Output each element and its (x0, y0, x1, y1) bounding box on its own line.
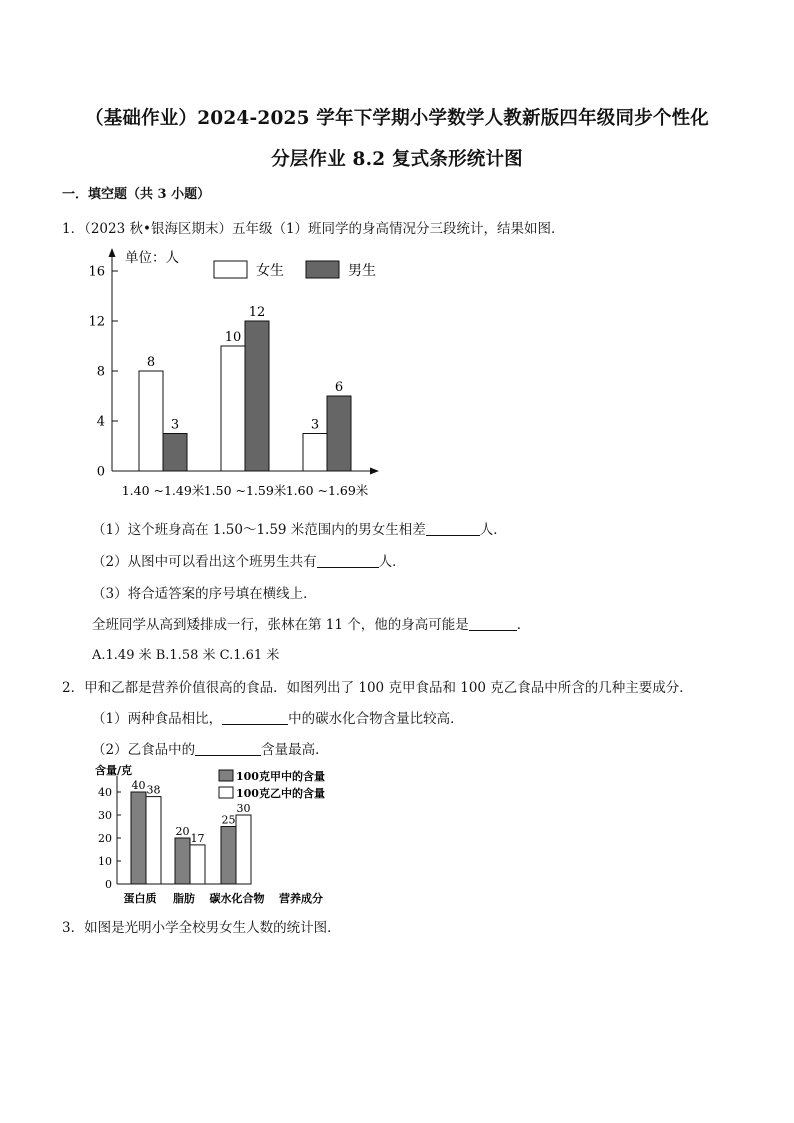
y-tick-label: 30 (98, 809, 112, 822)
legend-label: 女生 (256, 263, 284, 279)
q1-options: A.1.49 米 B.1.58 米 C.1.61 米 (92, 648, 280, 663)
bar-value-label: 10 (224, 330, 242, 345)
q1-sub3-stem-a: 全班同学从高到矮排成一行，张林在第 11 个，他的身高可能是 (92, 617, 469, 633)
bar-value-label: 40 (131, 779, 146, 792)
bar (146, 797, 161, 884)
bar-value-label: 6 (334, 380, 344, 395)
legend-swatch (219, 787, 233, 798)
legend-swatch (219, 770, 233, 781)
bar-value-label: 25 (221, 813, 236, 827)
x-category-label: 1.50 ~1.59米 (203, 483, 287, 498)
q2-sub2-text-a: （2）乙食品中的 (92, 742, 196, 758)
q1-sub3-stem-b: ． (516, 617, 531, 633)
bar-value-label: 30 (236, 802, 251, 815)
q1-sub1-text-a: （1）这个班身高在 1.50～1.59 米范围内的男女生相差 (92, 522, 426, 538)
y-tick-label: 0 (105, 878, 112, 891)
y-tick-label: 20 (98, 832, 112, 845)
bar-value-label: 3 (310, 417, 320, 433)
q1-sub2-text-a: （2）从图中可以看出这个班男生共有 (92, 554, 317, 570)
q2-stem: 2．甲和乙都是营养价值很高的食品．如图列出了 100 克甲食品和 100 克乙食品中所含的几种主要成分． (62, 680, 693, 696)
legend-label: 100克乙中的含量 (236, 787, 325, 800)
legend-label: 100克甲中的含量 (236, 770, 325, 783)
bar-value-label: 8 (146, 355, 156, 370)
q1-sub2-answer-blank[interactable] (317, 553, 379, 568)
doc-title-line1: （基础作业）2024-2025 学年下学期小学数学人教新版四年级同步个性化 (85, 108, 709, 129)
x-category-label: 蛋白质 (123, 892, 157, 905)
q2-sub1-answer-blank[interactable] (222, 710, 288, 725)
unit-label: 单位：人 (125, 250, 179, 266)
bar (163, 434, 187, 472)
doc-title-line2: 分层作业 8.2 复式条形统计图 (271, 149, 523, 170)
y-tick-label: 40 (98, 786, 112, 799)
bar-value-label: 20 (175, 825, 190, 838)
legend-swatch (306, 261, 339, 278)
x-category-label: 碳水化合物 (209, 892, 265, 905)
bar (236, 815, 251, 884)
y-tick-label: 0 (96, 464, 105, 480)
q1-sub3: （3）将合适答案的序号填在横线上． (92, 586, 317, 602)
y-tick-label: 12 (88, 314, 105, 330)
q1-sub1-answer-blank[interactable] (426, 521, 480, 536)
bar (303, 434, 327, 472)
x-category-label: 1.40 ~1.49米 (121, 483, 205, 498)
legend-swatch (214, 261, 247, 278)
x-category-label: 脂肪 (173, 892, 195, 905)
q2-sub1-text-b: 中的碳水化合物含量比较高． (288, 711, 464, 727)
bar-value-label: 17 (190, 831, 205, 845)
q1-sub1-text-b: 人． (479, 522, 507, 538)
x-category-label: 1.60 ~1.69米 (285, 483, 369, 498)
bar-value-label: 3 (170, 417, 180, 433)
y-tick-label: 16 (88, 264, 105, 280)
bar (175, 838, 190, 884)
height-bar-chart (80, 245, 400, 505)
y-tick-label: 8 (96, 364, 105, 380)
x-axis-label: 营养成分 (279, 892, 323, 905)
legend-label: 男生 (348, 263, 376, 279)
q2-sub2-answer-blank[interactable] (195, 741, 261, 756)
bar-value-label: 12 (248, 305, 266, 320)
bar-value-label: 38 (146, 783, 161, 797)
y-tick-label: 10 (98, 855, 112, 868)
bar (131, 792, 146, 884)
q3-stem: 3．如图是光明小学全校男女生人数的统计图． (62, 920, 341, 936)
q2-sub1-text-a: （1）两种食品相比， (92, 711, 223, 727)
nutrition-bar-chart (85, 760, 345, 910)
section-heading: 一．填空题（共 3 小题） (62, 187, 211, 202)
y-tick-label: 4 (96, 414, 105, 430)
q1-sub3-answer-blank[interactable] (469, 616, 517, 631)
bar (327, 396, 351, 471)
q1-sub2-text-b: 人． (378, 554, 406, 570)
bar (139, 371, 163, 471)
bar (221, 346, 245, 471)
bar (245, 321, 269, 471)
y-axis-label: 含量/克 (95, 764, 133, 777)
bar (221, 827, 236, 885)
q1-stem: 1．（2023 秋•银海区期末）五年级（1）班同学的身高情况分三段统计，结果如图． (62, 221, 565, 237)
bar (190, 845, 205, 884)
q2-sub2-text-b: 含量最高． (261, 742, 329, 758)
